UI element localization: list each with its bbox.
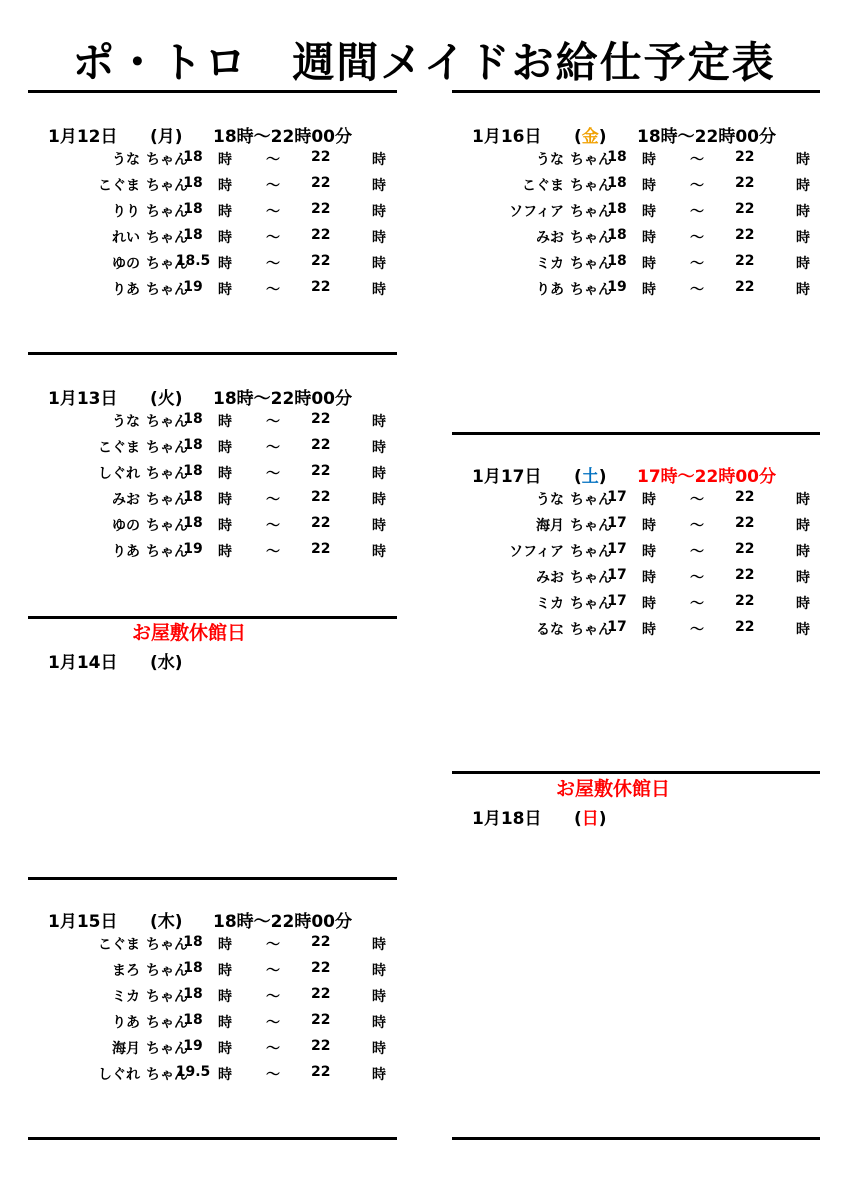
hour-unit: 時 — [372, 204, 386, 220]
hour-unit: 時 — [372, 414, 386, 430]
schedule-row — [28, 227, 408, 249]
schedule-row — [452, 541, 832, 563]
schedule-row — [452, 619, 832, 641]
honorific: ちゃん — [570, 178, 612, 194]
schedule-row — [28, 411, 408, 433]
staff-name: ゆの — [112, 518, 140, 534]
hour-unit: 時 — [372, 1015, 386, 1031]
staff-name: うな — [112, 414, 140, 430]
hour-unit: 時 — [218, 282, 232, 298]
range-separator: ～ — [266, 414, 280, 430]
start-hour: 18 — [607, 175, 627, 191]
honorific: ちゃん — [146, 1015, 188, 1031]
day-weekday: (木) — [150, 912, 183, 932]
end-hour: 22 — [311, 541, 331, 557]
day-hours: 18時～22時00分 — [213, 912, 352, 932]
range-separator: ～ — [690, 282, 704, 298]
start-hour: 19 — [183, 541, 203, 557]
weekday-char: 土 — [581, 467, 599, 487]
range-separator: ～ — [266, 178, 280, 194]
day-date: 1月18日 — [472, 809, 542, 829]
honorific: ちゃん — [570, 152, 612, 168]
staff-name: うな — [536, 152, 564, 168]
honorific: ちゃん — [570, 230, 612, 246]
start-hour: 18 — [183, 489, 203, 505]
schedule-row — [28, 175, 408, 197]
day-date: 1月13日 — [48, 389, 118, 409]
honorific: ちゃん — [146, 963, 188, 979]
staff-name: まろ — [112, 963, 140, 979]
staff-name: るな — [536, 622, 564, 638]
staff-name: みお — [112, 492, 140, 508]
end-hour: 22 — [735, 253, 755, 269]
end-hour: 22 — [735, 515, 755, 531]
hour-unit: 時 — [796, 518, 810, 534]
staff-name: れい — [112, 230, 140, 246]
hour-unit: 時 — [218, 414, 232, 430]
staff-name: りあ — [112, 544, 140, 560]
honorific: ちゃん — [570, 622, 612, 638]
start-hour: 18 — [183, 437, 203, 453]
range-separator: ～ — [266, 230, 280, 246]
divider — [28, 90, 397, 93]
range-separator: ～ — [690, 204, 704, 220]
schedule-row — [28, 149, 408, 171]
range-separator: ～ — [690, 622, 704, 638]
day-hours: 17時～22時00分 — [637, 467, 776, 487]
staff-name: ミカ — [112, 989, 140, 1005]
start-hour: 18 — [607, 253, 627, 269]
hour-unit: 時 — [372, 282, 386, 298]
hour-unit: 時 — [218, 256, 232, 272]
hour-unit: 時 — [796, 204, 810, 220]
hour-unit: 時 — [796, 570, 810, 586]
schedule-row — [28, 253, 408, 275]
end-hour: 22 — [311, 411, 331, 427]
honorific: ちゃん — [570, 492, 612, 508]
divider — [28, 352, 397, 355]
schedule-row — [452, 149, 832, 171]
staff-name: りあ — [112, 1015, 140, 1031]
schedule-row — [28, 463, 408, 485]
hour-unit: 時 — [796, 230, 810, 246]
end-hour: 22 — [735, 593, 755, 609]
honorific: ちゃん — [146, 204, 188, 220]
start-hour: 19 — [183, 279, 203, 295]
hour-unit: 時 — [372, 256, 386, 272]
hour-unit: 時 — [642, 204, 656, 220]
hour-unit: 時 — [642, 596, 656, 612]
hour-unit: 時 — [642, 178, 656, 194]
honorific: ちゃん — [146, 414, 188, 430]
range-separator: ～ — [266, 1015, 280, 1031]
honorific: ちゃん — [570, 570, 612, 586]
start-hour: 18 — [183, 175, 203, 191]
hour-unit: 時 — [218, 492, 232, 508]
hour-unit: 時 — [642, 518, 656, 534]
end-hour: 22 — [735, 541, 755, 557]
range-separator: ～ — [690, 596, 704, 612]
start-hour: 18 — [183, 411, 203, 427]
hour-unit: 時 — [642, 230, 656, 246]
schedule-row — [28, 279, 408, 301]
hour-unit: 時 — [372, 152, 386, 168]
range-separator: ～ — [266, 256, 280, 272]
day-weekday: (水) — [150, 653, 183, 673]
range-separator: ～ — [690, 570, 704, 586]
staff-name: こぐま — [522, 178, 564, 194]
schedule-row — [28, 934, 408, 956]
honorific: ちゃん — [146, 937, 188, 953]
start-hour: 18 — [183, 515, 203, 531]
hour-unit: 時 — [642, 282, 656, 298]
schedule-row — [28, 986, 408, 1008]
divider — [28, 877, 397, 880]
start-hour: 18 — [183, 149, 203, 165]
day-weekday: (金) — [574, 127, 607, 147]
schedule-row — [452, 279, 832, 301]
schedule-row — [28, 489, 408, 511]
hour-unit: 時 — [372, 230, 386, 246]
end-hour: 22 — [311, 1064, 331, 1080]
closed-notice: お屋敷休館日 — [556, 778, 671, 800]
staff-name: うな — [536, 492, 564, 508]
start-hour: 17 — [607, 567, 627, 583]
honorific: ちゃん — [570, 256, 612, 272]
range-separator: ～ — [690, 518, 704, 534]
divider — [28, 1137, 397, 1140]
schedule-row — [28, 1064, 408, 1086]
end-hour: 22 — [735, 279, 755, 295]
staff-name: 海月 — [112, 1041, 140, 1057]
schedule-row — [452, 489, 832, 511]
start-hour: 17 — [607, 489, 627, 505]
weekday-char: 金 — [581, 127, 599, 147]
weekday-char: 火 — [157, 389, 175, 409]
schedule-row — [28, 541, 408, 563]
hour-unit: 時 — [796, 622, 810, 638]
range-separator: ～ — [266, 152, 280, 168]
schedule-row — [28, 515, 408, 537]
end-hour: 22 — [735, 489, 755, 505]
hour-unit: 時 — [642, 622, 656, 638]
staff-name: ミカ — [536, 256, 564, 272]
hour-unit: 時 — [372, 963, 386, 979]
end-hour: 22 — [735, 619, 755, 635]
hour-unit: 時 — [218, 230, 232, 246]
hour-unit: 時 — [796, 282, 810, 298]
hour-unit: 時 — [642, 256, 656, 272]
weekday-char: 木 — [157, 912, 175, 932]
honorific: ちゃん — [146, 492, 188, 508]
range-separator: ～ — [690, 492, 704, 508]
honorific: ちゃん — [146, 1067, 188, 1083]
end-hour: 22 — [311, 253, 331, 269]
divider — [452, 432, 820, 435]
day-date: 1月15日 — [48, 912, 118, 932]
honorific: ちゃん — [570, 282, 612, 298]
honorific: ちゃん — [146, 518, 188, 534]
end-hour: 22 — [311, 934, 331, 950]
start-hour: 18 — [607, 227, 627, 243]
range-separator: ～ — [690, 256, 704, 272]
weekday-char: 月 — [157, 127, 175, 147]
hour-unit: 時 — [372, 937, 386, 953]
staff-name: うな — [112, 152, 140, 168]
staff-name: りあ — [536, 282, 564, 298]
hour-unit: 時 — [372, 178, 386, 194]
range-separator: ～ — [690, 178, 704, 194]
hour-unit: 時 — [218, 518, 232, 534]
end-hour: 22 — [735, 201, 755, 217]
start-hour: 18 — [183, 960, 203, 976]
hour-unit: 時 — [796, 544, 810, 560]
divider — [452, 1137, 820, 1140]
hour-unit: 時 — [218, 544, 232, 560]
schedule-row — [452, 227, 832, 249]
end-hour: 22 — [311, 515, 331, 531]
schedule-row — [452, 201, 832, 223]
hour-unit: 時 — [796, 256, 810, 272]
range-separator: ～ — [266, 1041, 280, 1057]
staff-name: こぐま — [98, 440, 140, 456]
end-hour: 22 — [735, 567, 755, 583]
honorific: ちゃん — [146, 440, 188, 456]
staff-name: ミカ — [536, 596, 564, 612]
honorific: ちゃん — [146, 256, 188, 272]
hour-unit: 時 — [218, 152, 232, 168]
weekday-char: 日 — [581, 809, 599, 829]
staff-name: しぐれ — [98, 466, 140, 482]
range-separator: ～ — [690, 152, 704, 168]
honorific: ちゃん — [146, 178, 188, 194]
day-hours: 18時～22時00分 — [213, 389, 352, 409]
schedule-row — [452, 515, 832, 537]
start-hour: 18 — [183, 934, 203, 950]
end-hour: 22 — [311, 175, 331, 191]
staff-name: こぐま — [98, 937, 140, 953]
schedule-row — [28, 1038, 408, 1060]
honorific: ちゃん — [146, 152, 188, 168]
start-hour: 19 — [607, 279, 627, 295]
staff-name: しぐれ — [98, 1067, 140, 1083]
hour-unit: 時 — [642, 544, 656, 560]
honorific: ちゃん — [570, 518, 612, 534]
staff-name: りり — [112, 204, 140, 220]
start-hour: 18 — [183, 986, 203, 1002]
start-hour: 17 — [607, 593, 627, 609]
hour-unit: 時 — [372, 1041, 386, 1057]
hour-unit: 時 — [372, 440, 386, 456]
day-date: 1月16日 — [472, 127, 542, 147]
day-weekday: (日) — [574, 809, 607, 829]
hour-unit: 時 — [218, 178, 232, 194]
range-separator: ～ — [266, 937, 280, 953]
staff-name: 海月 — [536, 518, 564, 534]
end-hour: 22 — [735, 175, 755, 191]
hour-unit: 時 — [372, 544, 386, 560]
end-hour: 22 — [311, 1038, 331, 1054]
end-hour: 22 — [311, 227, 331, 243]
schedule-row — [28, 1012, 408, 1034]
hour-unit: 時 — [218, 204, 232, 220]
hour-unit: 時 — [218, 1067, 232, 1083]
range-separator: ～ — [266, 466, 280, 482]
schedule-row — [28, 201, 408, 223]
hour-unit: 時 — [642, 152, 656, 168]
hour-unit: 時 — [796, 152, 810, 168]
hour-unit: 時 — [372, 518, 386, 534]
end-hour: 22 — [311, 489, 331, 505]
staff-name: ソフィア — [509, 204, 564, 220]
hour-unit: 時 — [372, 989, 386, 1005]
range-separator: ～ — [266, 282, 280, 298]
range-separator: ～ — [266, 544, 280, 560]
start-hour: 19 — [183, 1038, 203, 1054]
range-separator: ～ — [266, 963, 280, 979]
schedule-row — [28, 960, 408, 982]
weekday-char: 水 — [157, 653, 175, 673]
honorific: ちゃん — [146, 1041, 188, 1057]
honorific: ちゃん — [146, 544, 188, 560]
start-hour: 17 — [607, 541, 627, 557]
range-separator: ～ — [266, 989, 280, 1005]
hour-unit: 時 — [796, 596, 810, 612]
range-separator: ～ — [690, 544, 704, 560]
hour-unit: 時 — [372, 1067, 386, 1083]
range-separator: ～ — [266, 518, 280, 534]
range-separator: ～ — [266, 1067, 280, 1083]
staff-name: ゆの — [112, 256, 140, 272]
start-hour: 18 — [183, 201, 203, 217]
page-title: ポ・トロ 週間メイドお給仕予定表 — [72, 38, 776, 87]
range-separator: ～ — [266, 492, 280, 508]
hour-unit: 時 — [218, 466, 232, 482]
staff-name: こぐま — [98, 178, 140, 194]
end-hour: 22 — [311, 437, 331, 453]
day-weekday: (火) — [150, 389, 183, 409]
range-separator: ～ — [266, 440, 280, 456]
end-hour: 22 — [735, 227, 755, 243]
schedule-row — [452, 253, 832, 275]
schedule-row — [452, 593, 832, 615]
honorific: ちゃん — [146, 230, 188, 246]
day-date: 1月14日 — [48, 653, 118, 673]
start-hour: 17 — [607, 515, 627, 531]
divider — [452, 90, 820, 93]
hour-unit: 時 — [218, 963, 232, 979]
day-date: 1月12日 — [48, 127, 118, 147]
hour-unit: 時 — [796, 178, 810, 194]
honorific: ちゃん — [146, 466, 188, 482]
staff-name: みお — [536, 570, 564, 586]
start-hour: 18.5 — [175, 253, 211, 269]
day-hours: 18時～22時00分 — [637, 127, 776, 147]
hour-unit: 時 — [642, 492, 656, 508]
start-hour: 18 — [183, 227, 203, 243]
staff-name: りあ — [112, 282, 140, 298]
start-hour: 18 — [607, 149, 627, 165]
start-hour: 17 — [607, 619, 627, 635]
start-hour: 18 — [183, 463, 203, 479]
closed-notice: お屋敷休館日 — [132, 622, 247, 644]
day-weekday: (月) — [150, 127, 183, 147]
hour-unit: 時 — [642, 570, 656, 586]
hour-unit: 時 — [218, 989, 232, 1005]
schedule-row — [28, 437, 408, 459]
day-date: 1月17日 — [472, 467, 542, 487]
staff-name: ソフィア — [509, 544, 564, 560]
staff-name: みお — [536, 230, 564, 246]
end-hour: 22 — [735, 149, 755, 165]
end-hour: 22 — [311, 986, 331, 1002]
end-hour: 22 — [311, 279, 331, 295]
start-hour: 19.5 — [175, 1064, 211, 1080]
honorific: ちゃん — [570, 204, 612, 220]
honorific: ちゃん — [570, 596, 612, 612]
end-hour: 22 — [311, 149, 331, 165]
range-separator: ～ — [690, 230, 704, 246]
schedule-row — [452, 175, 832, 197]
schedule-row — [452, 567, 832, 589]
start-hour: 18 — [607, 201, 627, 217]
end-hour: 22 — [311, 463, 331, 479]
honorific: ちゃん — [570, 544, 612, 560]
hour-unit: 時 — [218, 1041, 232, 1057]
day-weekday: (土) — [574, 467, 607, 487]
end-hour: 22 — [311, 960, 331, 976]
hour-unit: 時 — [372, 492, 386, 508]
end-hour: 22 — [311, 201, 331, 217]
hour-unit: 時 — [218, 440, 232, 456]
honorific: ちゃん — [146, 989, 188, 1005]
hour-unit: 時 — [218, 1015, 232, 1031]
hour-unit: 時 — [796, 492, 810, 508]
range-separator: ～ — [266, 204, 280, 220]
hour-unit: 時 — [372, 466, 386, 482]
start-hour: 18 — [183, 1012, 203, 1028]
day-hours: 18時～22時00分 — [213, 127, 352, 147]
hour-unit: 時 — [218, 937, 232, 953]
honorific: ちゃん — [146, 282, 188, 298]
end-hour: 22 — [311, 1012, 331, 1028]
